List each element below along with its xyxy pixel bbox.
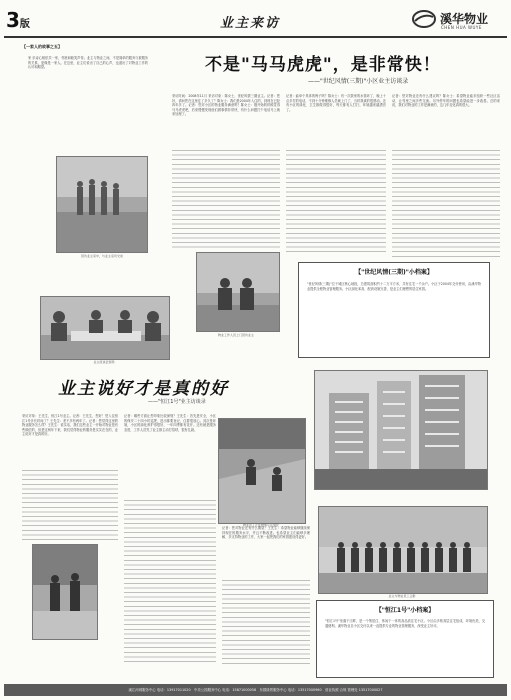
left-photo-caption: 回访业主家中，与业主亲切交谈 [80, 254, 123, 258]
article1-fact-box [298, 262, 490, 358]
article2-text-lines-a [22, 470, 118, 540]
brand-logo [412, 9, 436, 29]
brand-name: 溪华物业 [440, 12, 489, 26]
footer-text: 溪江河城服务中心 电话：13917011020 中央公园服务中心 电话：15871000058 东郡绿景服务中心 电话：13517000960 营业执照 合规 管理处 13517000027 [128, 688, 383, 692]
article2-body-col1: 采访对象：王先生，恒江1号业主。记者：王先生，您好！您入住恒江1号多长时间了？王先生：差不多有两年了。记者：您觉得这里的物业服务怎么样？王先生：说实话，我们这些业主一开始对物业是有些顾虑的，但是这两年下来，我们觉得物业的服务是实实在在的，业主说好才是真的好。 [22, 414, 118, 437]
meeting-photo-caption: 业主座谈会现场 [93, 360, 115, 364]
article2-body-col3: 记者：您对物业还有什么期望？王先生：希望物业能够继续保持现在的服务水平，并且不断改进。也希望业主们能够多理解、多支持物业的工作，大家一起把我们的家园建设得更好。 [222, 526, 310, 540]
article2-body-col2: 记者：哪些方面让您印象比较深刻？王先生：首先是安全，小区的保安二十四小时巡逻，进出都要登记，住着很放心。其次是环境，小区的绿化养护得很好，一年四季都有花开。还有就是服务态度，工作人员见了业主都主动打招呼，很有礼貌。 [124, 414, 216, 432]
article1-body-col3: 记者：您对物业还有什么建议吗？陈女士：希望物业能多组织一些社区活动，让邻里之间多些交流。另外停车的问题也希望能进一步改善。总的来说，我们对物业的工作是满意的，这几年变化真的很大。 [392, 94, 500, 108]
left-column [22, 44, 156, 294]
article2-fact-box-title: 【"恒江1号"小档案】 [375, 607, 435, 614]
article1-photo [196, 252, 280, 332]
walking-photo [32, 544, 98, 640]
header-rule [4, 36, 507, 38]
article1-text-lines-a [286, 150, 386, 255]
page-number: 3版 [6, 8, 30, 32]
article2-title: 业主说好才是真的好 [58, 379, 229, 399]
meeting-photo [40, 296, 170, 360]
buildings-photo [314, 370, 488, 490]
staff-group-photo [318, 506, 488, 594]
article1-photo-caption: 物业工作人员上门回访业主 [217, 333, 254, 337]
left-column-tag: 【一家人的故事之五】 [22, 44, 62, 49]
article2-subtitle: ——"恒江1号"业主访谈录 [148, 399, 206, 405]
article1-body-col2: 记者：能举个具体的例子吗？陈女士：有一次我家的水管坏了，晚上十点多打的电话，不到十分钟维修人员就上门了，当时我真的很感动。还有小区的绿化、卫生都做得很好，每天都有人打扫，环境越来越漂亮了。 [286, 94, 386, 112]
article1-fact-box-text: "世纪风情(三期)"位于城区核心地段，总建筑面积约十二万平方米，共有住宅一千余户。小区于2004年交付使用，由溪华物业提供全程物业管理服务。小区绿化率高，配套设施完善，是业主们理想的居住家园。 [307, 282, 481, 291]
staff-photo-caption: 业主与物业员工合影 [388, 594, 416, 598]
article2-text-lines-b [124, 500, 216, 665]
article1-subtitle: ——"世纪风情(三期)"小区业主访谈录 [308, 78, 409, 85]
brand-subtitle: CHEN HUA WUYE [441, 25, 482, 30]
left-column-intro: 家 乐诗心相依共一家，邻里和睦笑声传。业主与物业之间，不是简单的服务与被服务的关系，更像是一家人。在这里，业主们说出了自己的心声，也道出了对物业工作的认可和期望。 [28, 56, 148, 70]
section-title: 业主来访 [219, 16, 280, 31]
article2-fact-box-text: "恒江1号"坐落于江畔，是一个集居住、休闲于一体的高品质住宅小区。小区由多栋高层住宅组成，环境优美，交通便利。溪华物业自小区交付以来一直提供专业的物业管理服务，深受业主好评。 [325, 619, 485, 628]
article1-text-lines-c [172, 150, 280, 250]
article2-text-lines-c [222, 580, 310, 665]
left-photo-group [56, 156, 148, 253]
article1-text-lines-b [392, 150, 500, 260]
article1-fact-box-title: 【"世纪风情(三期)"小档案】 [355, 269, 433, 276]
page-header [0, 0, 511, 38]
footer-bar [4, 684, 507, 696]
gardening-photo [218, 418, 306, 524]
gardening-photo-caption: 物业员工正在修剪小区绿化 [242, 523, 279, 527]
article2-fact-box [316, 600, 494, 678]
article1-title: 不是"马马虎虎"，是非常快！ [205, 55, 441, 75]
article1-body-col1: 采访时间：2008年11月 采访对象：陈女士，世纪风情三期业主。记者：您好，请问您在这里住了多久了？陈女士：我们是2004年入住的，到现在已经四年多了。记者：您对小区的物业服务满意吗？陈女士：刚开始的时候觉得马马虎虎吧，后来慢慢发现他们做事情非常快，有什么问题打个电话马上就来处理了。 [172, 94, 280, 117]
